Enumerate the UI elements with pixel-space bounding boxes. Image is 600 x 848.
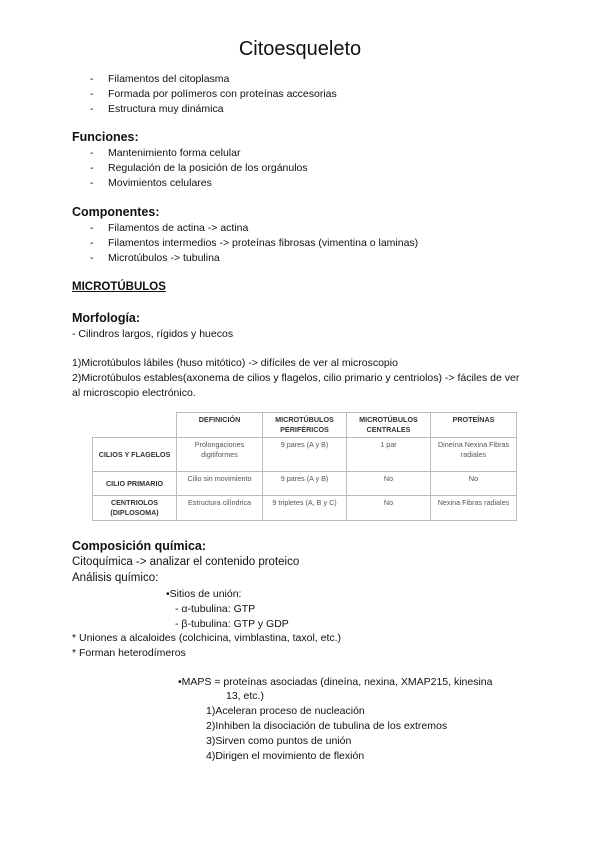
table-corner xyxy=(93,413,177,438)
table-cell: Prolongaciones digitiformes xyxy=(177,438,263,472)
row-name: CILIO PRIMARIO xyxy=(93,472,177,496)
microtubulos-heading: MICROTÚBULOS xyxy=(72,281,166,293)
table-header: PROTEÍNAS xyxy=(431,413,517,438)
sitios-text: •Sitios de unión: xyxy=(166,588,242,600)
table-row xyxy=(93,438,517,472)
maps-item: 1)Aceleran proceso de nucleación xyxy=(206,705,365,717)
citoquimica-text: Citoquímica -> analizar el contenido proteico xyxy=(72,556,300,568)
table-cell: Cilio sin movimiento xyxy=(177,472,263,496)
list-item: - Formada por polímeros con proteínas accesorias xyxy=(90,87,337,102)
table-header: DEFINICIÓN xyxy=(177,413,263,438)
uniones-text: * Uniones a alcaloides (colchicina, vimblastina, taxol, etc.) xyxy=(72,632,342,644)
table-cell: No xyxy=(347,472,431,496)
estables-text: 2)Microtúbulos estables(axonema de cilios y flagelos, cilio primario y centriolos) -> fáciles de ver al microscopio electrónico. xyxy=(72,372,520,399)
table-header-row xyxy=(93,413,517,438)
table-row xyxy=(93,472,517,496)
page-title: Citoesqueleto xyxy=(238,38,362,60)
componentes-heading: Componentes: xyxy=(72,205,160,219)
table-cell: No xyxy=(431,472,517,496)
beta-text: - β-tubulina: GTP y GDP xyxy=(175,618,289,630)
maps-item: 3)Sirven como puntos de unión xyxy=(206,735,352,747)
list-item: - Estructura muy dinámica xyxy=(90,102,337,117)
maps-item: 2)Inhiben la disociación de tubulina de los extremos xyxy=(206,720,448,732)
table-header: MICROTÚBULOS CENTRALES xyxy=(347,413,431,438)
alfa-text: - α-tubulina: GTP xyxy=(175,603,256,615)
list-item: - Filamentos de actina -> actina xyxy=(90,221,418,236)
table-cell: 9 pares (A y B) xyxy=(263,438,347,472)
list-item: - Movimientos celulares xyxy=(90,176,308,191)
row-name: CENTRIOLOS (DIPLOSOMA) xyxy=(93,496,177,521)
list-item: - Mantenimiento forma celular xyxy=(90,146,308,161)
table-cell: 9 pares (A y B) xyxy=(263,472,347,496)
maps-text-cont: 13, etc.) xyxy=(226,690,264,702)
table-cell: 9 tripletes (A, B y C) xyxy=(263,496,347,521)
table-cell: 1 par xyxy=(347,438,431,472)
list-item: - Filamentos intermedios -> proteínas fibrosas (vimentina o laminas) xyxy=(90,236,418,251)
table-header: MICROTÚBULOS PERIFÉRICOS xyxy=(263,413,347,438)
componentes-list xyxy=(90,221,418,266)
funciones-list xyxy=(90,146,308,191)
morfologia-text: - Cilindros largos, rígidos y huecos xyxy=(72,328,234,340)
maps-text: •MAPS = proteínas asociadas (dineína, nexina, XMAP215, kinesina xyxy=(178,676,493,688)
list-item: - Regulación de la posición de los orgánulos xyxy=(90,161,308,176)
table-cell: Nexina Fibras radiales xyxy=(431,496,517,521)
funciones-heading: Funciones: xyxy=(72,130,139,144)
list-item: - Microtúbulos -> tubulina xyxy=(90,251,418,266)
intro-list xyxy=(90,72,337,117)
table-cell: No xyxy=(347,496,431,521)
table-cell: Estructura cilíndrica xyxy=(177,496,263,521)
labiles-text: 1)Microtúbulos lábiles (huso mitótico) -> difíciles de ver al microscopio xyxy=(72,357,398,369)
row-name: CILIOS Y FLAGELOS xyxy=(93,438,177,472)
maps-item: 4)Dirigen el movimiento de flexión xyxy=(206,750,365,762)
table-row xyxy=(93,496,517,521)
composicion-heading: Composición química: xyxy=(72,539,207,553)
list-item: - Filamentos del citoplasma xyxy=(90,72,337,87)
table-cell: Dineína Nexina Fibras radiales xyxy=(431,438,517,472)
microtubulos-table xyxy=(92,412,517,521)
morfologia-heading: Morfología: xyxy=(72,311,141,325)
forman-text: * Forman heterodímeros xyxy=(72,647,186,659)
analisis-text: Análisis químico: xyxy=(72,572,159,584)
